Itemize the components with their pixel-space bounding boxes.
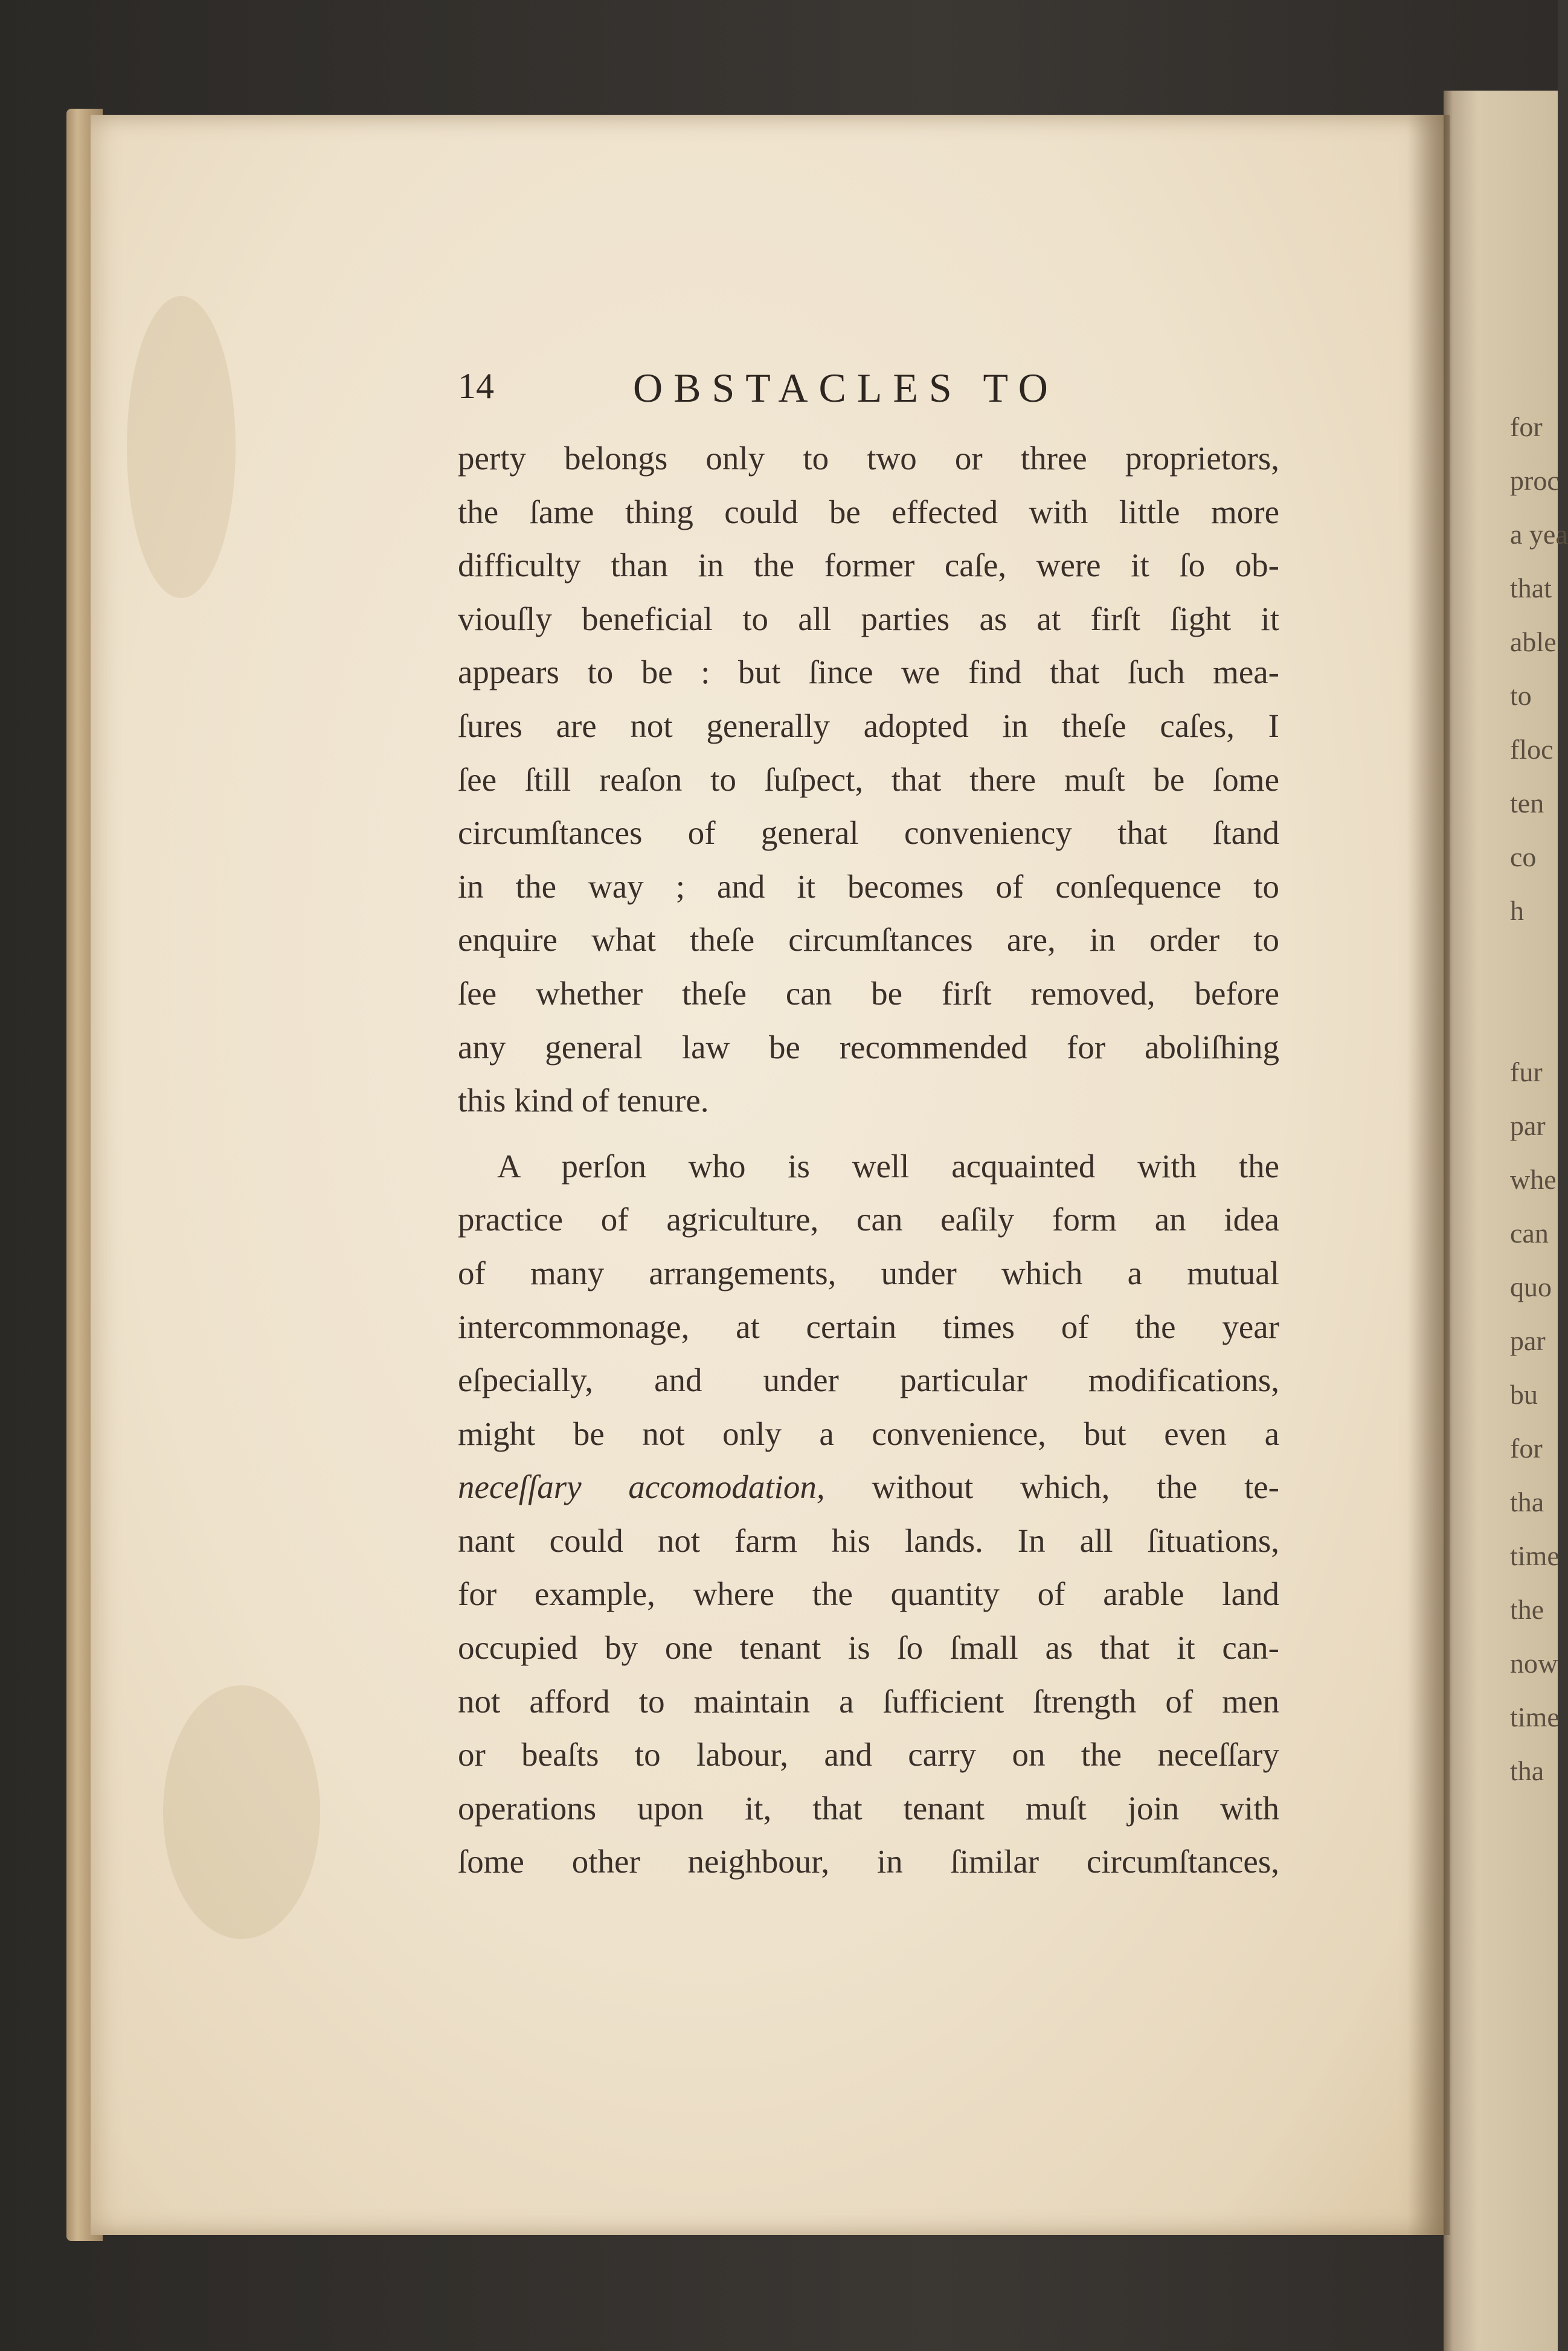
facing-page-fragment: quo bbox=[1510, 1272, 1552, 1302]
text-line: circumſtances of general conveniency that ſtand bbox=[458, 814, 1279, 852]
text-line: enquire what theſe circumſtances are, in order to bbox=[458, 921, 1279, 959]
text-line: practice of agriculture, can eaſily form an idea bbox=[458, 1201, 1279, 1238]
text-line: ſome other neighbour, in ſimilar circumſtances, bbox=[458, 1843, 1279, 1880]
facing-page-text bbox=[1510, 411, 1568, 1809]
facing-page-fragment: to bbox=[1510, 680, 1532, 711]
text-line: occupied by one tenant is ſo ſmall as that it can- bbox=[458, 1629, 1279, 1667]
paper-stain bbox=[127, 296, 236, 598]
facing-page-fragment: tha bbox=[1510, 1755, 1544, 1786]
facing-page-fragment: time bbox=[1510, 1540, 1560, 1571]
text-line: eſpecially, and under particular modifications, bbox=[458, 1362, 1279, 1399]
facing-page-fragment bbox=[1510, 948, 1558, 1002]
facing-page-fragment bbox=[1510, 1002, 1558, 1056]
text-line: might be not only a convenience, but even a bbox=[458, 1415, 1279, 1452]
text-line: difficulty than in the former caſe, were it ſo ob- bbox=[458, 547, 1279, 584]
text-line: perty belongs only to two or three proprietors, bbox=[458, 440, 1279, 477]
text-line: any general law be recommended for aboliſhing bbox=[458, 1028, 1279, 1066]
text-line: in the way ; and it becomes of conſequence to bbox=[458, 867, 1279, 905]
text-line: A perſon who is well acquainted with the bbox=[497, 1147, 1279, 1185]
paragraph-2 bbox=[458, 1140, 1279, 1889]
facing-page-fragment: the bbox=[1510, 1594, 1544, 1625]
page-header bbox=[458, 359, 1279, 414]
text-line: the ſame thing could be effected with little more bbox=[458, 493, 1279, 530]
facing-page-fragment: co bbox=[1510, 841, 1537, 872]
text-line: or beaſts to labour, and carry on the neceſſary bbox=[458, 1736, 1279, 1774]
facing-page-fragment: par bbox=[1510, 1325, 1546, 1356]
facing-page-fragment: now bbox=[1510, 1648, 1558, 1679]
text-line: appears to be : but ſince we find that ſuch mea- bbox=[458, 654, 1279, 691]
paper-stain bbox=[163, 1685, 320, 1939]
text-line: viouſly beneficial to all parties as at firſt ſight it bbox=[458, 600, 1279, 637]
text-line: of many arrangements, under which a mutual bbox=[458, 1254, 1279, 1291]
text-line: ſee whether theſe can be firſt removed, before bbox=[458, 974, 1279, 1012]
facing-page-fragment: for bbox=[1510, 1433, 1543, 1464]
page-number: 14 bbox=[458, 366, 494, 406]
facing-page-fragment: for bbox=[1510, 411, 1543, 442]
body-text bbox=[458, 432, 1279, 1889]
text-line-italic bbox=[458, 1461, 1279, 1514]
facing-page-fragment: can bbox=[1510, 1218, 1549, 1249]
text-line: intercommonage, at certain times of the year bbox=[458, 1308, 1279, 1345]
facing-page-fragment: able bbox=[1510, 626, 1557, 657]
text-line: not afford to maintain a ſufficient ſtrength of men bbox=[458, 1682, 1279, 1720]
facing-page-fragment: that bbox=[1510, 573, 1552, 603]
facing-page-fragment: par bbox=[1510, 1110, 1546, 1141]
text-line-rest: without which, the te- bbox=[824, 1468, 1279, 1506]
facing-page-fragment: fur bbox=[1510, 1057, 1543, 1087]
facing-page-fragment: a yea bbox=[1510, 519, 1568, 550]
text-line: for example, where the quantity of arable land bbox=[458, 1575, 1279, 1613]
facing-page-fragment: whe bbox=[1510, 1164, 1557, 1195]
running-head: OBSTACLES TO bbox=[633, 365, 1059, 411]
text-line: this kind of tenure. bbox=[458, 1082, 709, 1119]
text-line: ſures are not generally adopted in theſe caſes, I bbox=[458, 707, 1279, 744]
facing-page-fragment: ten bbox=[1510, 788, 1544, 819]
gutter-shadow bbox=[1407, 115, 1450, 2235]
facing-page-fragment: h bbox=[1510, 895, 1524, 926]
text-line: operations upon it, that tenant muſt join with bbox=[458, 1789, 1279, 1827]
facing-page-fragment: tha bbox=[1510, 1487, 1544, 1517]
facing-page-fragment: proc bbox=[1510, 465, 1560, 496]
paragraph-1 bbox=[458, 432, 1279, 1128]
facing-page-fragment: floc bbox=[1510, 734, 1554, 765]
italic-phrase: neceſſary accomodation, bbox=[458, 1468, 825, 1506]
text-line: nant could not farm his lands. In all ſituations, bbox=[458, 1522, 1279, 1559]
facing-page-fragment: bu bbox=[1510, 1379, 1538, 1410]
facing-page-fragment: time bbox=[1510, 1702, 1560, 1732]
text-line: ſee ſtill reaſon to ſuſpect, that there muſt be ſome bbox=[458, 761, 1279, 798]
